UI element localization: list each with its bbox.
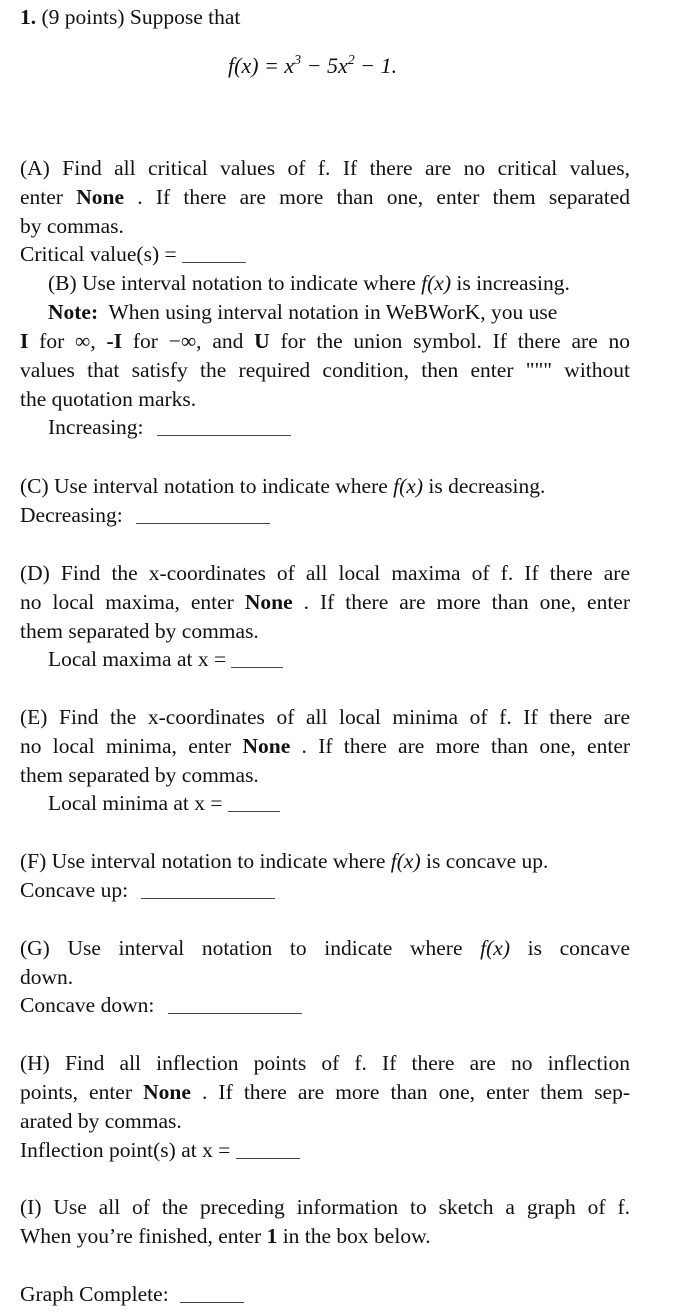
part-h-line-3: arated by commas. [20, 1109, 182, 1133]
part-a-line-3: by commas. [20, 214, 124, 238]
part-b-note-line: Note: When using interval notation in WeBWorK, you use [48, 300, 558, 324]
problem-intro: Suppose that [129, 5, 241, 29]
local-minima-input[interactable] [228, 810, 280, 812]
part-h-line-2: points, enter None . If there are more than one, enter them sep- [20, 1080, 631, 1104]
function-equation: $f(x) = x^3 - 5x^2 - 1$. [228, 53, 398, 78]
decreasing-row [20, 502, 270, 528]
critical-values-row [20, 241, 246, 267]
part-a-line-2: enter None . If there are more than one, enter them separated [20, 185, 631, 209]
inflection-points-row [20, 1137, 300, 1163]
local-minima-label: Local minima at x = [48, 791, 223, 815]
concave-up-input[interactable] [141, 897, 275, 899]
part-e-line-3: them separated by commas. [20, 763, 259, 787]
part-f-line-1: (F) Use interval notation to indicate where f(x) is concave up. [20, 849, 549, 873]
critical-values-input[interactable] [182, 261, 246, 263]
part-d-line-3: them separated by commas. [20, 619, 259, 643]
problem-points: (9 points) [41, 5, 125, 29]
concave-up-label: Concave up: [20, 878, 129, 902]
part-b-line-4: values that satisfy the required condition, then enter """ without [20, 358, 630, 382]
part-b-line-5: the quotation marks. [20, 387, 197, 411]
graph-complete-input[interactable] [180, 1301, 244, 1303]
concave-down-label: Concave down: [20, 993, 155, 1017]
problem-header [20, 4, 240, 30]
local-maxima-label: Local maxima at x = [48, 647, 227, 671]
decreasing-label: Decreasing: [20, 503, 123, 527]
increasing-input[interactable] [157, 434, 291, 436]
part-b-line-3: I for ∞, -I for −∞, and U for the union symbol. If there are no [20, 329, 631, 353]
increasing-label: Increasing: [48, 415, 144, 439]
increasing-row [48, 414, 291, 440]
part-a-line-1: (A) Find all critical values of f. If there are no critical values, [20, 156, 630, 180]
local-minima-row [48, 790, 280, 816]
part-d-line-2: no local maxima, enter None . If there are more than one, enter [20, 590, 631, 614]
local-maxima-row [48, 646, 283, 672]
part-e-line-1: (E) Find the x-coordinates of all local minima of f. If there are [20, 705, 630, 729]
inflection-points-input[interactable] [236, 1157, 300, 1159]
part-i-line-1: (I) Use all of the preceding information to sketch a graph of f. [20, 1195, 630, 1219]
part-h-line-1: (H) Find all inflection points of f. If there are no inflection [20, 1051, 630, 1075]
part-c-line-1: (C) Use interval notation to indicate where f(x) is decreasing. [20, 474, 546, 498]
problem-number: 1. [20, 5, 37, 29]
part-d-line-1: (D) Find the x-coordinates of all local maxima of f. If there are [20, 561, 630, 585]
part-g-line-2: down. [20, 965, 74, 989]
decreasing-input[interactable] [136, 522, 270, 524]
concave-up-row [20, 877, 275, 903]
concave-down-row [20, 992, 302, 1018]
none-keyword: None [76, 185, 124, 209]
part-g-line-1: (G) Use interval notation to indicate where f(x) is concave [20, 936, 631, 960]
part-e-line-2: no local minima, enter None . If there are more than one, enter [20, 734, 631, 758]
part-i-line-2: When you’re finished, enter 1 in the box below. [20, 1224, 431, 1248]
part-b-line-1: (B) Use interval notation to indicate where f(x) is increasing. [48, 271, 570, 295]
local-maxima-input[interactable] [231, 666, 283, 668]
concave-down-input[interactable] [168, 1012, 302, 1014]
critical-values-label: Critical value(s) = [20, 242, 177, 266]
graph-complete-row [20, 1281, 244, 1307]
graph-complete-label: Graph Complete: [20, 1282, 169, 1306]
inflection-points-label: Inflection point(s) at x = [20, 1138, 231, 1162]
note-label: Note: [48, 300, 99, 324]
